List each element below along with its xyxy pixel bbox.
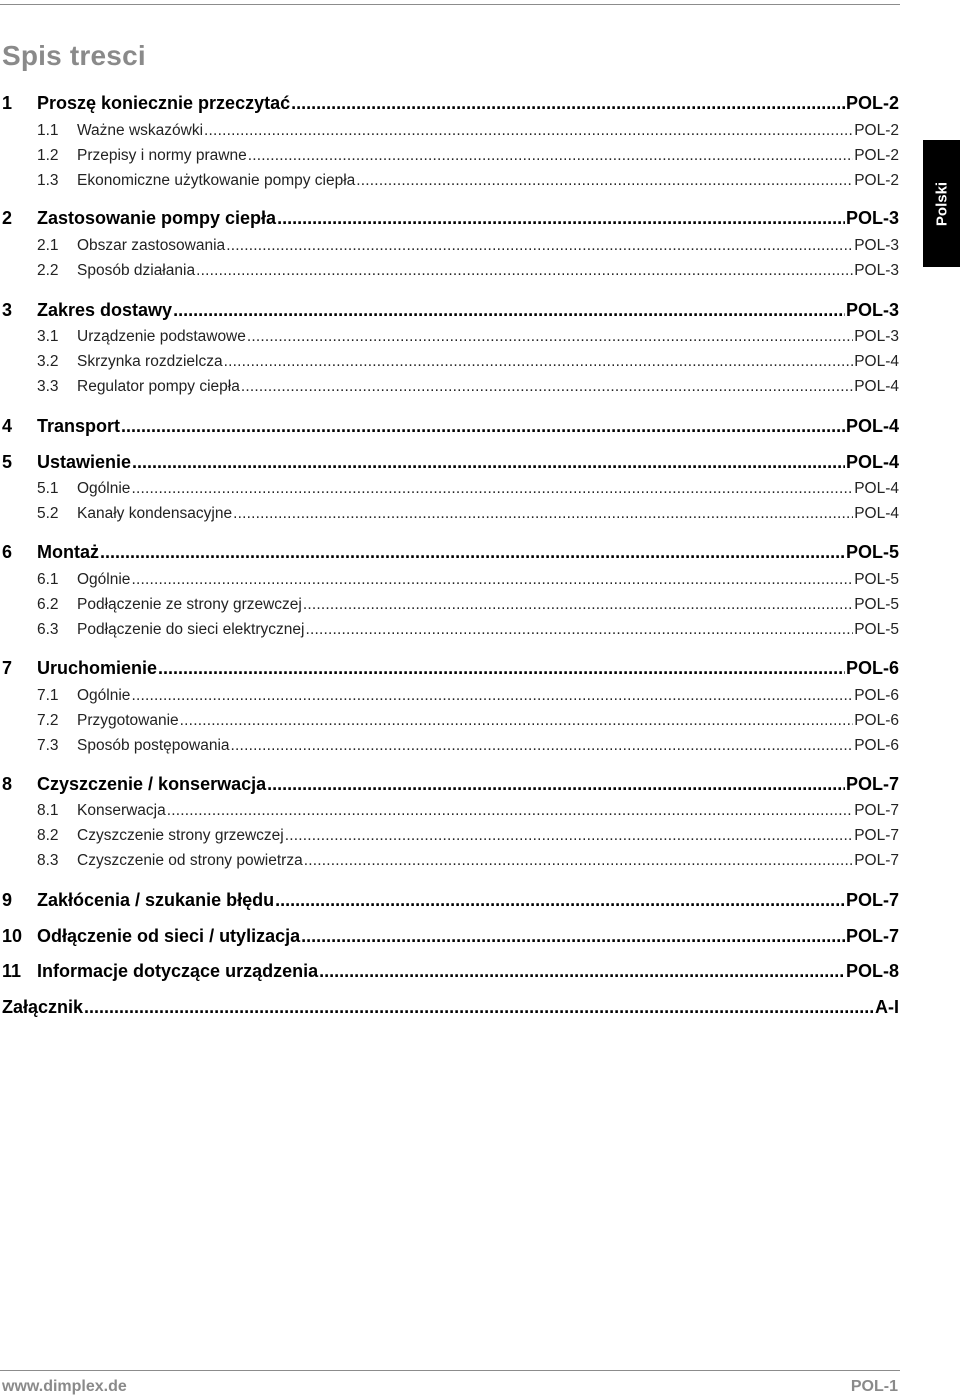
toc-leader-dots bbox=[248, 147, 853, 165]
toc-label: Transport bbox=[37, 416, 121, 436]
toc-label: Zakres dostawy bbox=[37, 300, 173, 320]
toc-leader-dots bbox=[247, 328, 853, 346]
toc-page: POL-6 bbox=[854, 737, 899, 754]
toc-number: 1.2 bbox=[37, 147, 59, 164]
toc-label: Czyszczenie od strony powietrza bbox=[77, 852, 303, 869]
toc-entry-2[interactable] bbox=[0, 208, 899, 229]
toc-page: POL-2 bbox=[854, 122, 899, 139]
toc-leader-dots bbox=[304, 852, 853, 870]
toc-entry-6[interactable] bbox=[0, 542, 899, 563]
toc-leader-dots bbox=[277, 208, 845, 229]
toc-leader-dots bbox=[121, 416, 845, 437]
toc-entry-7[interactable] bbox=[0, 658, 899, 679]
toc-label: Czyszczenie / konserwacja bbox=[37, 774, 267, 794]
toc-label: Przepisy i normy prawne bbox=[77, 147, 247, 164]
toc-number: 2.2 bbox=[37, 262, 59, 279]
toc-page: POL-6 bbox=[854, 712, 899, 729]
toc-label: Podłączenie ze strony grzewczej bbox=[77, 596, 302, 613]
toc-page: POL-4 bbox=[854, 378, 899, 395]
toc-number: 8.1 bbox=[37, 802, 59, 819]
toc-page: POL-5 bbox=[854, 571, 899, 588]
toc-page: POL-3 bbox=[854, 262, 899, 279]
toc-page: POL-7 bbox=[854, 802, 899, 819]
toc-number: 8 bbox=[2, 774, 13, 794]
toc-number: 3 bbox=[2, 300, 13, 320]
toc-number: 3.3 bbox=[37, 378, 59, 395]
toc-entry-8-3[interactable] bbox=[0, 852, 899, 870]
toc-entry-8[interactable] bbox=[0, 774, 899, 795]
toc-number: 7 bbox=[2, 658, 13, 678]
toc-page: POL-5 bbox=[854, 596, 899, 613]
toc-entry-7-3[interactable] bbox=[0, 737, 899, 755]
language-tab bbox=[923, 140, 960, 267]
toc-number: 2.1 bbox=[37, 237, 59, 254]
toc-leader-dots bbox=[233, 505, 853, 523]
toc-leader-dots bbox=[131, 687, 853, 705]
toc-page: POL-5 bbox=[854, 621, 899, 638]
toc-entry-6-1[interactable] bbox=[0, 571, 899, 589]
toc-entry-2-2[interactable] bbox=[0, 262, 899, 280]
toc-label: Zakłócenia / szukanie błędu bbox=[37, 890, 275, 910]
toc-entry-1-1[interactable] bbox=[0, 122, 899, 140]
toc-label: Ekonomiczne użytkowanie pompy ciepła bbox=[77, 172, 356, 189]
toc-label: Zastosowanie pompy ciepła bbox=[37, 208, 277, 228]
language-tab-label: Polski bbox=[933, 181, 950, 226]
page-title: Spis tresci bbox=[2, 40, 146, 71]
toc-leader-dots bbox=[131, 480, 853, 498]
toc-entry-6-2[interactable] bbox=[0, 596, 899, 614]
toc-label: Podłączenie do sieci elektrycznej bbox=[77, 621, 305, 638]
toc-page: POL-3 bbox=[854, 237, 899, 254]
toc-label: Proszę koniecznie przeczytać bbox=[37, 93, 291, 113]
toc-leader-dots bbox=[303, 596, 853, 614]
toc-leader-dots bbox=[301, 926, 845, 947]
toc-label: Odłączenie od sieci / utylizacja bbox=[37, 926, 301, 946]
top-rule bbox=[0, 4, 900, 5]
toc-leader-dots bbox=[226, 237, 853, 255]
toc-number: 6 bbox=[2, 542, 13, 562]
toc-label: Urządzenie podstawowe bbox=[77, 328, 246, 345]
toc-leader-dots bbox=[204, 122, 853, 140]
toc-entry-3[interactable] bbox=[0, 300, 899, 321]
toc-label: Ogólnie bbox=[77, 687, 131, 704]
toc-page: POL-4 bbox=[854, 480, 899, 497]
toc-leader-dots bbox=[275, 890, 845, 911]
toc-label: Sposób działania bbox=[77, 262, 196, 279]
toc-leader-dots bbox=[131, 571, 853, 589]
toc-number: 2 bbox=[2, 208, 13, 228]
toc-page: POL-7 bbox=[845, 774, 899, 794]
toc-label: Obszar zastosowania bbox=[77, 237, 226, 254]
toc-page: POL-4 bbox=[845, 452, 899, 472]
toc-page: POL-6 bbox=[854, 687, 899, 704]
toc-label: Montaż bbox=[37, 542, 99, 562]
toc-number: 7.2 bbox=[37, 712, 59, 729]
toc-number: 5.1 bbox=[37, 480, 59, 497]
footer-website[interactable]: www.dimplex.de bbox=[2, 1378, 127, 1395]
toc-leader-dots bbox=[173, 300, 845, 321]
toc-entry-5[interactable] bbox=[0, 452, 899, 473]
toc-page: POL-2 bbox=[854, 172, 899, 189]
toc-label: Konserwacja bbox=[77, 802, 166, 819]
toc-label: Kanały kondensacyjne bbox=[77, 505, 233, 522]
toc-number: 9 bbox=[2, 890, 13, 910]
toc-page: POL-7 bbox=[845, 890, 899, 910]
toc-number: 7.3 bbox=[37, 737, 59, 754]
toc-entry-4[interactable] bbox=[0, 416, 899, 437]
toc-leader-dots bbox=[285, 827, 853, 845]
toc-leader-dots bbox=[167, 802, 853, 820]
toc-number: 5.2 bbox=[37, 505, 59, 522]
toc-entry-9[interactable] bbox=[0, 890, 899, 911]
toc-page: POL-4 bbox=[854, 353, 899, 370]
toc-label: Ogólnie bbox=[77, 571, 131, 588]
toc-leader-dots bbox=[267, 774, 845, 795]
footer-page-number: POL-1 bbox=[850, 1378, 898, 1395]
toc-label: Ważne wskazówki bbox=[77, 122, 204, 139]
toc-entry-7-1[interactable] bbox=[0, 687, 899, 705]
toc-page: POL-7 bbox=[854, 852, 899, 869]
toc-number: 10 bbox=[2, 926, 23, 946]
toc-leader-dots bbox=[356, 172, 853, 190]
toc-page: POL-3 bbox=[854, 328, 899, 345]
toc-number: 11 bbox=[2, 961, 22, 981]
toc-entry-5-2[interactable] bbox=[0, 505, 899, 523]
toc-number: 6.1 bbox=[37, 571, 59, 588]
toc-label: Ogólnie bbox=[77, 480, 131, 497]
toc-entry-3-3[interactable] bbox=[0, 378, 899, 396]
toc-page: POL-5 bbox=[845, 542, 899, 562]
toc-leader-dots bbox=[305, 621, 853, 639]
toc-label: Czyszczenie strony grzewczej bbox=[77, 827, 284, 844]
toc-entry-6-3[interactable] bbox=[0, 621, 899, 639]
toc-number: 1.1 bbox=[37, 122, 59, 139]
toc-page: POL-6 bbox=[845, 658, 899, 678]
toc-number: 3.2 bbox=[37, 353, 59, 370]
toc-page: POL-8 bbox=[845, 961, 899, 981]
toc-number: 6.3 bbox=[37, 621, 59, 638]
toc-entry-10[interactable] bbox=[0, 926, 899, 947]
toc-leader-dots bbox=[100, 542, 845, 563]
toc-page: POL-4 bbox=[845, 416, 899, 436]
toc-page: POL-7 bbox=[854, 827, 899, 844]
toc-page: POL-3 bbox=[845, 208, 899, 228]
toc-leader-dots bbox=[196, 262, 853, 280]
toc-leader-dots bbox=[224, 353, 854, 371]
toc-entry-3-1[interactable] bbox=[0, 328, 899, 346]
toc-leader-dots bbox=[319, 961, 845, 982]
toc-label: Sposób postępowania bbox=[77, 737, 230, 754]
toc-entry-8-2[interactable] bbox=[0, 827, 899, 845]
toc-number: 3.1 bbox=[37, 328, 59, 345]
toc-page: POL-4 bbox=[854, 505, 899, 522]
toc-entry-3-2[interactable] bbox=[0, 353, 899, 371]
toc-label: Regulator pompy ciepła bbox=[77, 378, 240, 395]
bottom-rule bbox=[0, 1370, 900, 1371]
toc-leader-dots bbox=[132, 452, 845, 473]
toc-label: Informacje dotyczące urządzenia bbox=[37, 961, 319, 981]
toc-number: 1.3 bbox=[37, 172, 59, 189]
toc-number: 1 bbox=[2, 93, 13, 113]
toc-label: Skrzynka rozdzielcza bbox=[77, 353, 223, 370]
toc-leader-dots bbox=[231, 737, 854, 755]
toc-number: 8.2 bbox=[37, 827, 59, 844]
toc-leader-dots bbox=[291, 93, 845, 114]
toc-label: Załącznik bbox=[2, 997, 84, 1017]
toc-number: 4 bbox=[2, 416, 13, 436]
toc-label: Przygotowanie bbox=[77, 712, 179, 729]
toc-page: POL-7 bbox=[845, 926, 899, 946]
toc-entry-8-1[interactable] bbox=[0, 802, 899, 820]
toc-number: 6.2 bbox=[37, 596, 59, 613]
toc-entry-5-1[interactable] bbox=[0, 480, 899, 498]
toc-page: POL-3 bbox=[845, 300, 899, 320]
toc-leader-dots bbox=[84, 997, 874, 1018]
toc-leader-dots bbox=[158, 658, 845, 679]
toc-number: 7.1 bbox=[37, 687, 59, 704]
toc-page: POL-2 bbox=[854, 147, 899, 164]
toc-entry-appendix[interactable] bbox=[0, 997, 899, 1018]
toc-entry-7-2[interactable] bbox=[0, 712, 899, 730]
toc-entry-1-2[interactable] bbox=[0, 147, 899, 165]
toc-entry-1[interactable] bbox=[0, 93, 899, 114]
toc-entry-11[interactable] bbox=[0, 961, 899, 982]
toc-leader-dots bbox=[180, 712, 854, 730]
toc-number: 5 bbox=[2, 452, 13, 472]
toc-page: A-I bbox=[875, 997, 899, 1017]
toc-label: Ustawienie bbox=[37, 452, 132, 472]
toc-entry-2-1[interactable] bbox=[0, 237, 899, 255]
toc-leader-dots bbox=[241, 378, 853, 396]
toc-label: Uruchomienie bbox=[37, 658, 158, 678]
toc-entry-1-3[interactable] bbox=[0, 172, 899, 190]
toc-number: 8.3 bbox=[37, 852, 59, 869]
toc-page: POL-2 bbox=[845, 93, 899, 113]
